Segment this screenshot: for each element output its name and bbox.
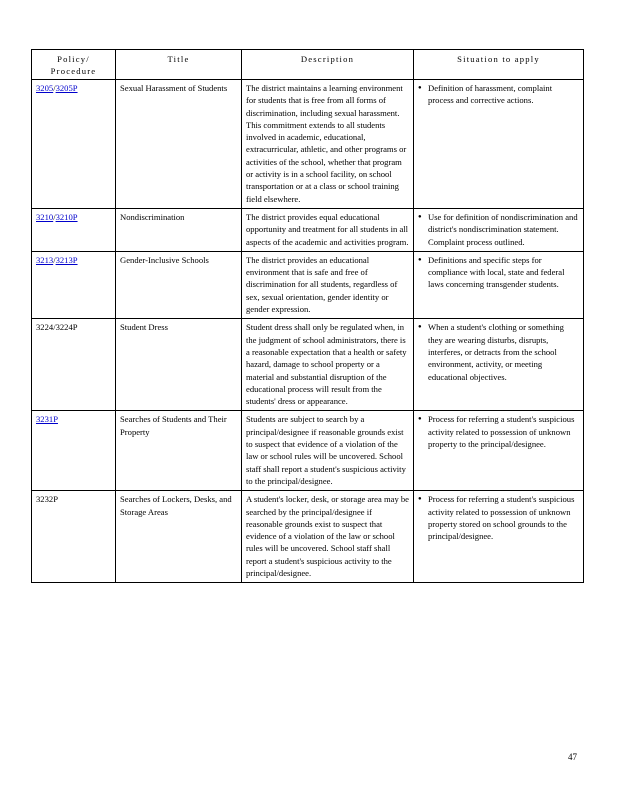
table-row — [32, 208, 584, 251]
table-row — [32, 411, 584, 491]
policy-title: Gender-Inclusive Schools — [116, 251, 242, 318]
table-row — [32, 491, 584, 583]
header-policy: Policy/ Procedure — [32, 50, 116, 80]
policy-description: The district provides an educational environment that is safe and free of discrimination for all students, regardless of sex, sexual orientation, gender identity or gender expression. — [242, 251, 414, 318]
table-row — [32, 319, 584, 411]
policy-table — [31, 49, 584, 583]
policy-title: Nondiscrimination — [116, 208, 242, 251]
situation-cell — [414, 491, 584, 583]
policy-link[interactable]: 3210 — [36, 211, 54, 222]
header-title: Title — [116, 50, 242, 80]
policy-description: The district provides equal educational opportunity and treatment for all students in all aspects of the academic and activities program. — [242, 208, 414, 251]
situation-text: Definition of harassment, complaint process and corrective actions. — [428, 83, 553, 106]
bullet-icon: ● — [418, 256, 422, 263]
bullet-item — [418, 211, 579, 248]
policy-code-cell — [32, 411, 116, 491]
bullet-icon: ● — [418, 496, 422, 503]
policy-code-text: / — [53, 254, 56, 265]
policy-code-cell — [32, 208, 116, 251]
situation-text: When a student's clothing or something they are wearing disturbs, disrupts, interferes, or detracts from the school environment, activity, or meeting educational objectives. — [428, 322, 564, 382]
table-row — [32, 80, 584, 209]
policy-code-text: 3232P — [36, 494, 58, 505]
policy-title: Student Dress — [116, 319, 242, 411]
situation-text: Definitions and specific steps for compliance with local, state and federal laws concerning transgender students. — [428, 254, 565, 290]
situation-cell — [414, 80, 584, 209]
policy-link[interactable]: 3213P — [55, 254, 78, 265]
bullet-icon: ● — [418, 324, 422, 331]
policy-link[interactable]: 3205P — [55, 83, 78, 93]
policy-code-cell — [32, 491, 116, 583]
page-number: 47 — [568, 752, 577, 762]
policy-link[interactable]: 3213 — [36, 254, 54, 265]
situation-cell — [414, 411, 584, 491]
bullet-item — [418, 493, 579, 542]
situation-cell — [414, 319, 584, 411]
policy-description: The district maintains a learning environment for students that is free from all forms of discrimination, including sexual harassment. This commitment extends to all students involved in academic, educational, extracurricular, athletic, and other programs or activities of the school, whether that program or activity is in a school facility, on school transportation or at a class or school training field elsewhere. — [242, 80, 414, 209]
policy-description: A student's locker, desk, or storage area may be searched by the principal/designee if reasonable grounds exist to suspect that evidence of a violation of the law or school rules will be uncovered. School staff shall report a student's suspicious activity to the principal/designee. — [242, 491, 414, 583]
situation-text: Use for definition of nondiscrimination and district's nondiscrimination statement. Complaint process outlined. — [428, 211, 578, 247]
bullet-icon: ● — [418, 85, 422, 91]
policy-code-text: 3224/3224P — [36, 322, 78, 333]
policy-code-cell — [32, 80, 116, 209]
bullet-item — [418, 321, 579, 382]
policy-code-cell — [32, 319, 116, 411]
situation-text: Process for referring a student's suspicious activity related to possession of unknown property stored on school grounds to the principal/designee. — [428, 494, 575, 542]
bullet-icon: ● — [418, 213, 422, 220]
table-header-row — [32, 50, 584, 80]
policy-code-text: / — [53, 211, 56, 222]
policy-title: Searches of Students and Their Property — [116, 411, 242, 491]
bullet-item — [418, 413, 579, 450]
situation-cell — [414, 208, 584, 251]
bullet-icon: ● — [418, 416, 422, 423]
policy-code-cell — [32, 251, 116, 318]
policy-link[interactable]: 3205 — [36, 83, 54, 93]
policy-link[interactable]: 3231P — [36, 414, 58, 425]
situation-text: Process for referring a student's suspicious activity related to possession of unknown property to the principal/designee. — [428, 414, 575, 450]
bullet-item — [418, 82, 579, 107]
header-situation: Situation to apply — [414, 50, 584, 80]
policy-title: Sexual Harassment of Students — [116, 80, 242, 209]
policy-title: Searches of Lockers, Desks, and Storage Areas — [116, 491, 242, 583]
situation-cell — [414, 251, 584, 318]
policy-description: Students are subject to search by a principal/designee if reasonable grounds exist to suspect that evidence of a violation of the law or school rules will be uncovered. School staff shall report a student's suspicious activity to the principal/designee. — [242, 411, 414, 491]
bullet-item — [418, 254, 579, 291]
policy-code-text: / — [53, 83, 56, 93]
header-description: Description — [242, 50, 414, 80]
table-row — [32, 251, 584, 318]
policy-link[interactable]: 3210P — [55, 211, 78, 222]
policy-description: Student dress shall only be regulated when, in the judgment of school administrators, there is a reasonable expectation that a health or safety hazard, damage to school property or a material and substantial disruption of the educational process will result from the students' dress or appearance. — [242, 319, 414, 411]
